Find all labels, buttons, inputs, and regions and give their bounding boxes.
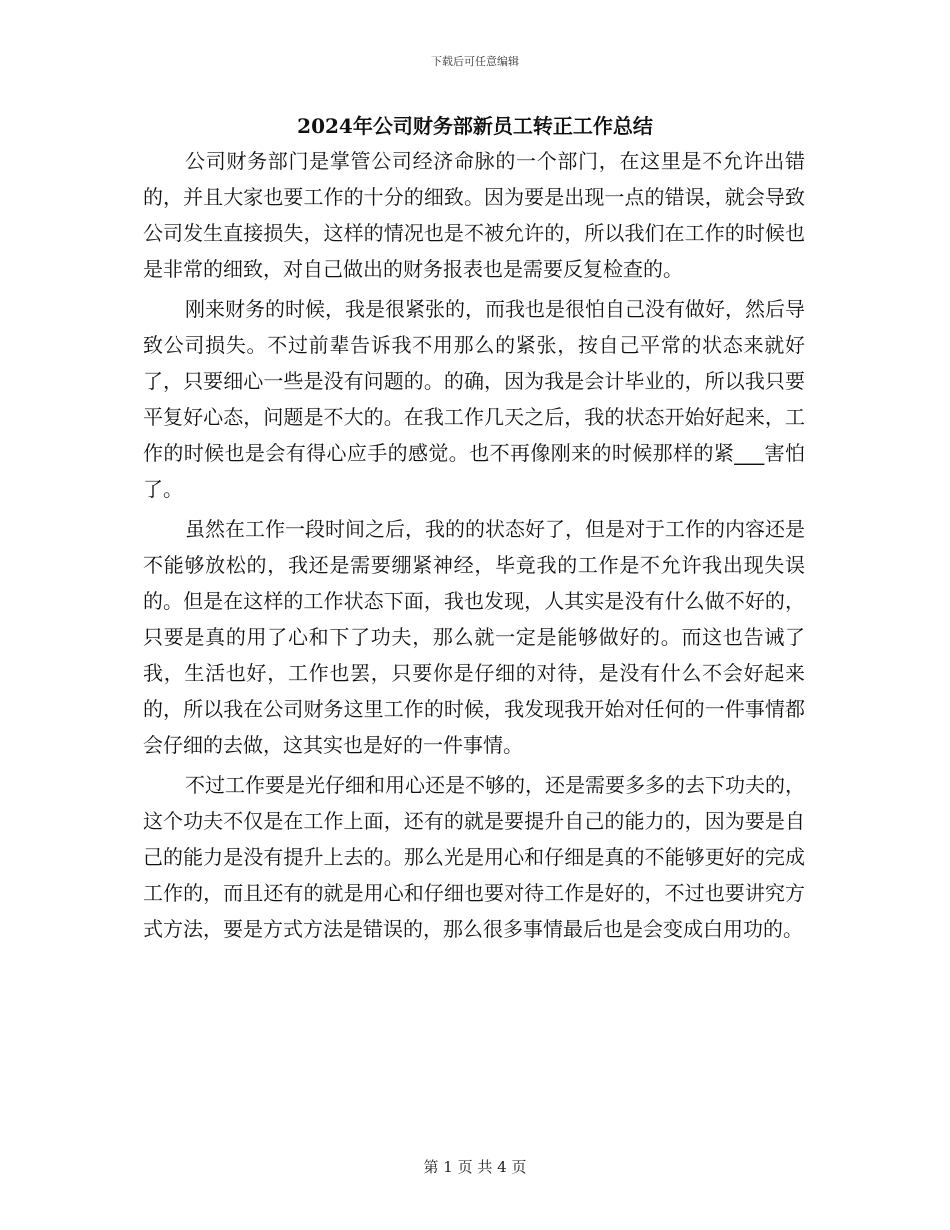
- page-number: 第 1 页 共 4 页: [423, 1158, 527, 1176]
- paragraph-2: 刚来财务的时候，我是很紧张的，而我也是很怕自己没有做好，然后导致公司损失。不过前辈告诉我不用那么的紧张，按自己平常的状态来就好了，只要细心一些是没有问题的。的确，因为我是会计毕业的，所以我只要平复好心态，问题是不大的。在我工作几天之后，我的状态开始好起来，工作的时候也是会有得心应手的感觉。也不再像刚来的时候那样的紧___害怕了。: [143, 297, 805, 501]
- document-body: [143, 143, 805, 947]
- paragraph-1: 公司财务部门是掌管公司经济命脉的一个部门，在这里是不允许出错的，并且大家也要工作的十分的细致。因为要是出现一点的错误，就会导致公司发生直接损失，这样的情况也是不被允许的，所以我们在工作的时候也是非常的细致，对自己做出的财务报表也是需要反复检查的。: [143, 149, 805, 281]
- header-note: 下载后可任意编辑: [431, 55, 519, 68]
- paragraph-3: 虽然在工作一段时间之后，我的的状态好了，但是对于工作的内容还是不能够放松的，我还是需要绷紧神经，毕竟我的工作是不允许我出现失误的。但是在这样的工作状态下面，我也发现，人其实是没有什么做不好的，只要是真的用了心和下了功夫，那么就一定是能够做好的。而这也告诫了我，生活也好，工作也罢，只要你是仔细的对待，是没有什么不会好起来的，所以我在公司财务这里工作的时候，我发现我开始对任何的一件事情都会仔细的去做，这其实也是好的一件事情。: [143, 517, 805, 757]
- document-title: 2024年公司财务部新员工转正工作总结: [297, 114, 653, 138]
- paragraph-4: 不过工作要是光仔细和用心还是不够的，还是需要多多的去下功夫的，这个功夫不仅是在工作上面，还有的就是要提升自己的能力的，因为要是自己的能力是没有提升上去的。那么光是用心和仔细是真的不能够更好的完成工作的，而且还有的就是用心和仔细也要对待工作是好的，不过也要讲究方式方法，要是方式方法是错误的，那么很多事情最后也是会变成白用功的。: [143, 773, 805, 941]
